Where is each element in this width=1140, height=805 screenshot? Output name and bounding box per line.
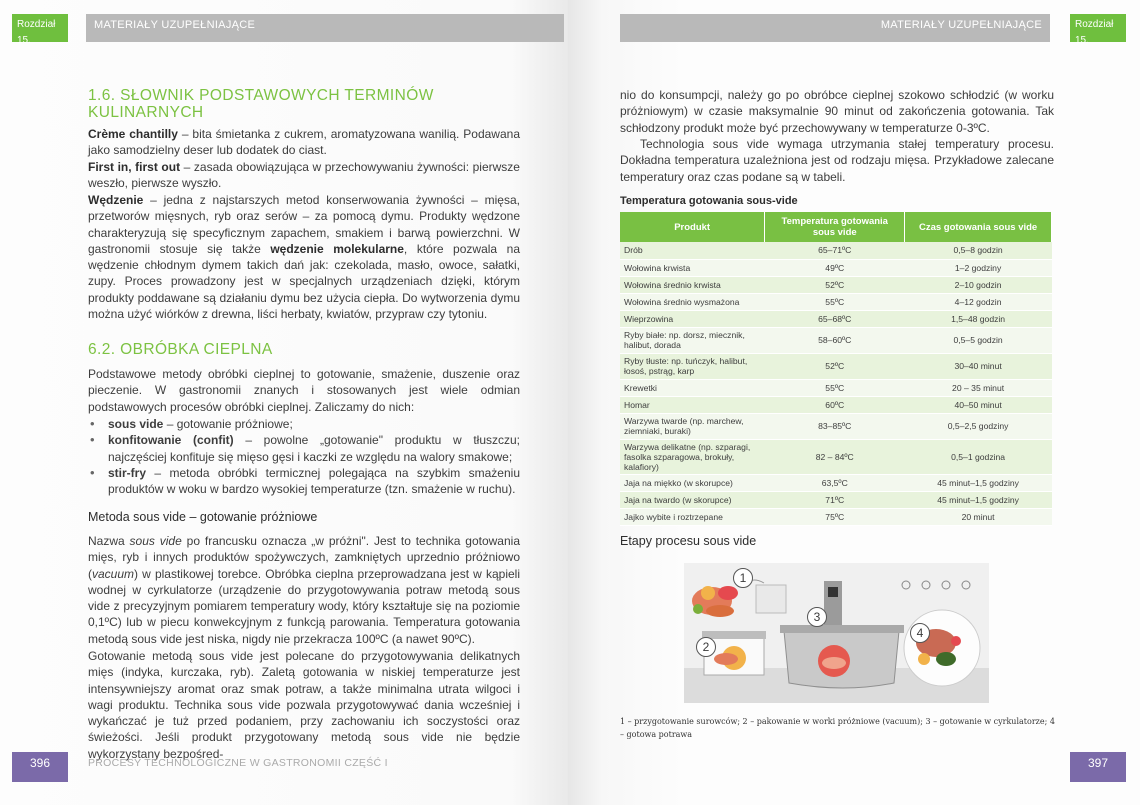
page-number: 397 (1070, 752, 1126, 782)
table-row (620, 396, 1052, 413)
temperature-cell: 65–71ºC (765, 242, 905, 259)
time-cell: 30–40 minut (905, 353, 1052, 379)
right-page (568, 0, 1140, 805)
table-row (620, 276, 1052, 293)
temperature-cell: 75ºC (765, 508, 905, 525)
product-cell: Wołowina krwista (620, 259, 765, 276)
product-cell: Jajko wybite i roztrzepane (620, 508, 765, 525)
stage-number-badge: 4 (910, 623, 930, 643)
time-cell: 0,5–1 godzina (905, 439, 1052, 474)
continuation-paragraph: nio do konsumpcji, należy go po obróbce cieplnej szokowo schłodzić (w worku próżniowym) w czasie maksymalnie 90 minut od zakończenia gotowania. Tak schłodzony produkt może być przechowywany w temperaturze 0-3ºC. (620, 88, 1054, 135)
stage-number-badge: 2 (696, 637, 716, 657)
temperature-cell: 82 – 84ºC (765, 439, 905, 474)
product-cell: Jaja na miękko (w skorupce) (620, 474, 765, 491)
table-row (620, 379, 1052, 396)
method-paragraph-2: Gotowanie metodą sous vide jest polecane do przygotowywania delikatnych mięs (indyka, kurczaka, ryb). Zaletą gotowania w niskiej temperaturze jest intensywniejszy aromat oraz smak potraw, a także minimalna utrata wilgoci i wagi produktu. Technika sous vide pozwala przygotowywać dania wcześniej i wykańczać je tuż przed podaniem, przy zachowaniu ich soczystości oraz świeżości. Jeśli produkt przygotowany metodą sous vide nie będzie wykorzystany bezpośred- (88, 649, 520, 761)
table-row (620, 491, 1052, 508)
temperature-cell: 49ºC (765, 259, 905, 276)
time-cell: 45 minut–1,5 godziny (905, 491, 1052, 508)
table-row (620, 327, 1052, 353)
glossary-entry-wedzenie (88, 192, 520, 322)
temperature-cell: 60ºC (765, 396, 905, 413)
table-row (620, 353, 1052, 379)
heat-methods-list (88, 416, 520, 497)
footer-running-title: PROCESY TECHNOLOGICZNE W GASTRONOMII CZĘŚĆ I (88, 757, 388, 769)
table-row (620, 242, 1052, 259)
time-cell: 4–12 godzin (905, 293, 1052, 310)
chapter-tab: Rozdział 15. (12, 14, 68, 42)
list-item: • sous vide – gotowanie próżniowe; (88, 416, 520, 432)
stage-number-badge: 3 (807, 607, 827, 627)
header-bar: MATERIAŁY UZUPEŁNIAJĄCE (86, 14, 564, 42)
table-header-row (620, 212, 1052, 242)
product-cell: Jaja na twardo (w skorupce) (620, 491, 765, 508)
method-paragraph-1: Nazwa sous vide po francusku oznacza „w próżni". Jest to technika gotowania mięs, ryb i innych produktów spożywczych, zamkniętych uprzednio próżniowo (vacuum) w plastikowej torebce. Obróbka cieplna przeprowadzana jest w kąpieli wodnej w cyrkulatorze (urządzenie do przygotowywania potraw metodą sous vide z precyzyjnym pomiarem temperatury wody, który kształtuje się na poziomie 0,1ºC) lub w piecu konwekcyjnym z funkcją parowania. Temperatura gotowania metodą sous vide jest niska, nigdy nie przekracza 100ºC (a nawet 90ºC). (88, 534, 520, 646)
finished-dish-illustration (904, 610, 980, 686)
time-cell: 20 – 35 minut (905, 379, 1052, 396)
temperature-cell: 52ºC (765, 276, 905, 293)
figure-caption: 1 – przygotowanie surowców; 2 – pakowanie w worki próżniowe (vacuum); 3 – gotowanie w cyrkulatorze; 4 – gotowa potrawa (620, 717, 1055, 739)
heat-treatment-intro: Podstawowe metody obróbki cieplnej to gotowanie, smażenie, duszenie oraz pieczenie. W gastronomii znanych i stosowanych jest wiele odmian podstawowych procesów obróbki cieplnej. Zaliczamy do nich: (88, 367, 520, 414)
product-cell: Homar (620, 396, 765, 413)
time-cell: 0,5–8 godzin (905, 242, 1052, 259)
sous-vide-table (620, 212, 1052, 526)
glossary-definition: – zasada obowiązująca w przechowywaniu żywności: pierwsze weszło, pierwsze wyszło. (88, 160, 520, 191)
stage-number-badge: 1 (733, 568, 753, 588)
product-cell: Ryby tłuste: np. tuńczyk, halibut, łosoś, pstrąg, karp (620, 353, 765, 379)
glossary-entry (88, 159, 520, 192)
table-row (620, 474, 1052, 491)
product-cell: Drób (620, 242, 765, 259)
time-cell: 20 minut (905, 508, 1052, 525)
column-header: Temperatura gotowania sous vide (765, 212, 905, 242)
temperature-cell: 63,5ºC (765, 474, 905, 491)
header-bar: MATERIAŁY UZUPEŁNIAJĄCE (620, 14, 1050, 42)
section-title-heat-treatment: 6.2. OBRÓBKA CIEPLNA (88, 341, 273, 358)
glossary-term-bold: wędzenie molekularne (270, 241, 404, 256)
glossary-definition: – jedna z najstarszych metod konserwowania żywności – mięsa, przetworów mięsnych, ryb oraz serów – za pomocą dymu. Produkty wędzone charakteryzują się specyficznym zapachem, smakiem i barwą powierzchni. W gastronomii stosuje się także (88, 193, 520, 256)
glossary-definition: , które pozwala na wędzenie chłodnym dymem takich dań jak: czekolada, masło, owoce, sałatki, zupy. Proces prowadzony jest w specjalnych urządzeniach dzięki, którym produkty poddawane są działaniu dymu bez użycia ciepła. Do wytworzenia dymu można użyć wiórków z drewna, liści herbaty, kwiatów, przypraw czy tytoniu. (88, 241, 520, 322)
page-number: 396 (12, 752, 68, 782)
product-cell: Wołowina średnio krwista (620, 276, 765, 293)
table-title: Temperatura gotowania sous-vide (620, 195, 798, 207)
product-cell: Warzywa twarde (np. marchew, ziemniaki, buraki) (620, 413, 765, 439)
table-row (620, 259, 1052, 276)
temperature-cell: 52ºC (765, 353, 905, 379)
time-cell: 40–50 minut (905, 396, 1052, 413)
section-title-glossary: 1.6. SŁOWNIK PODSTAWOWYCH TERMINÓW KULINARNYCH (88, 87, 434, 121)
column-header: Czas gotowania sous vide (905, 212, 1052, 242)
table-row (620, 439, 1052, 474)
temperature-paragraph: Technologia sous vide wymaga utrzymania stałej temperatury procesu. Dokładna temperatura uzależniona jest od rodzaju mięsa. Przykładowe zalecane temperatury oraz czas podane są w tabeli. (620, 137, 1054, 184)
time-cell: 0,5–2,5 godziny (905, 413, 1052, 439)
time-cell: 1–2 godziny (905, 259, 1052, 276)
product-cell: Wieprzowina (620, 310, 765, 327)
table-row (620, 310, 1052, 327)
temperature-cell: 71ºC (765, 491, 905, 508)
temperature-cell: 65–68ºC (765, 310, 905, 327)
method-heading: Metoda sous vide – gotowanie próżniowe (88, 510, 318, 524)
sous-vide-stages-illustration (684, 563, 989, 703)
list-item: • stir-fry – metoda obróbki termicznej polegająca na szybkim smażeniu produktów w woku w bardzo wysokiej temperaturze (tzn. smażenie w ruchu). (88, 465, 520, 498)
product-cell: Wołowina średnio wysmażona (620, 293, 765, 310)
temperature-cell: 83–85ºC (765, 413, 905, 439)
product-cell: Ryby białe: np. dorsz, miecznik, halibut, dorada (620, 327, 765, 353)
product-cell: Krewetki (620, 379, 765, 396)
time-cell: 1,5–48 godzin (905, 310, 1052, 327)
table-row (620, 413, 1052, 439)
temperature-cell: 55ºC (765, 293, 905, 310)
temperature-cell: 58–60ºC (765, 327, 905, 353)
glossary-definition: – bita śmietanka z cukrem, aromatyzowana wanilią. Podawana jako samodzielny deser lub dodatek do ciast. (88, 127, 520, 158)
temperature-cell: 55ºC (765, 379, 905, 396)
time-cell: 45 minut–1,5 godziny (905, 474, 1052, 491)
table-row (620, 508, 1052, 525)
time-cell: 0,5–5 godzin (905, 327, 1052, 353)
glossary-term: Wędzenie (88, 193, 144, 207)
list-item: • konfitowanie (confit) – powolne „gotowanie" produktu w tłuszczu; najczęściej konfituje się mięso gęsi i kaczki ze względu na walory smakowe; (88, 432, 520, 465)
glossary-term: First in, first out (88, 160, 181, 174)
left-page (0, 0, 568, 805)
glossary-term: Crème chantilly (88, 127, 178, 141)
time-cell: 2–10 godzin (905, 276, 1052, 293)
column-header: Produkt (620, 212, 765, 242)
stages-heading: Etapy procesu sous vide (620, 534, 757, 548)
table-row (620, 293, 1052, 310)
product-cell: Warzywa delikatne (np. szparagi, fasolka szparagowa, brokuły, kalafiory) (620, 439, 765, 474)
glossary-entry (88, 126, 520, 159)
table-body (620, 242, 1052, 525)
chapter-tab: Rozdział 15. (1070, 14, 1126, 42)
